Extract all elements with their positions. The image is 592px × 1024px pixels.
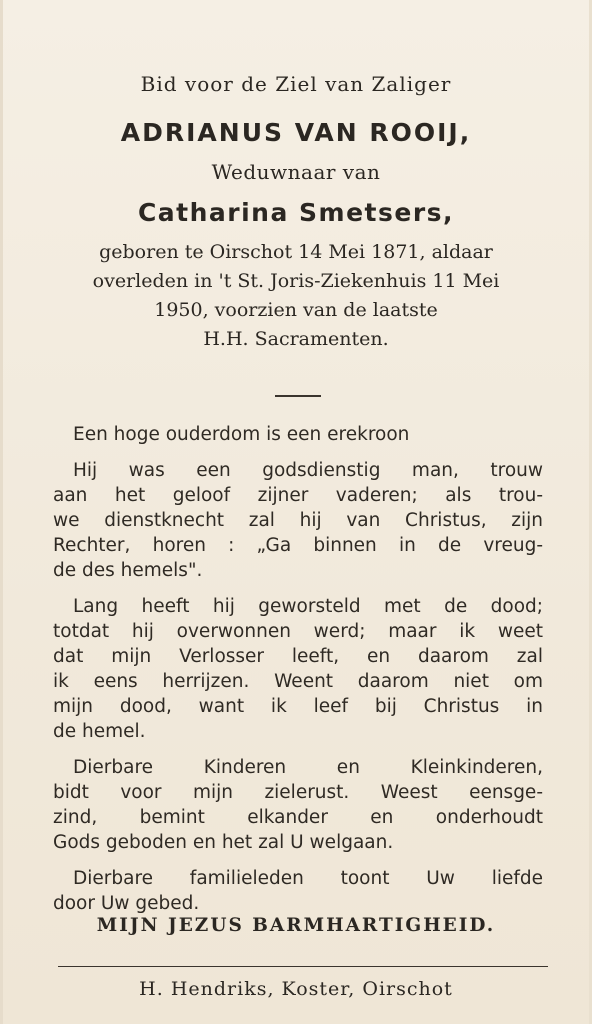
memorial-text: [53, 422, 543, 927]
life-dates: [3, 238, 589, 354]
paragraph-family: [53, 866, 543, 916]
text-line: we dienstknecht zal hij van Christus, zijn: [53, 510, 543, 531]
text-line: Rechter, horen : „Ga binnen in de vreug-: [53, 535, 543, 556]
text-line: Gods geboden en het zal U welgaan.: [53, 832, 394, 853]
paragraph-struggle: [53, 594, 543, 744]
text-line: Dierbare familieleden toont Uw liefde: [73, 868, 543, 889]
text-line: aan het geloof zijner vaderen; als trou-: [53, 485, 543, 506]
text-line: Hij was een godsdienstig man, trouw: [73, 460, 543, 481]
text-line: Lang heeft hij geworsteld met de dood;: [73, 596, 543, 617]
text-line: ik eens herrijzen. Weent daarom niet om: [53, 671, 543, 692]
intro-line: Bid voor de Ziel van Zaliger: [140, 72, 452, 96]
text-line: mijn dood, want ik leef bij Christus in: [53, 696, 543, 717]
widow-line: Weduwnaar van: [211, 160, 381, 184]
paragraph-children: [53, 755, 543, 855]
text-line: totdat hij overwonnen werd; maar ik weet: [53, 621, 543, 642]
dates-line: geboren te Oirschot 14 Mei 1871, aldaar: [99, 241, 493, 263]
text-line: Een hoge ouderdom is een erekroon: [73, 424, 410, 445]
closing-prayer: MIJN JEZUS BARMHARTIGHEID.: [96, 915, 496, 936]
deceased-name: ADRIANUS VAN ROOIJ,: [120, 118, 472, 147]
spouse-name: Catharina Smetsers,: [137, 198, 455, 227]
text-line: door Uw gebed.: [53, 893, 200, 914]
dates-line: overleden in 't St. Joris-Ziekenhuis 11 Mei: [92, 270, 500, 292]
footer-rule: [58, 966, 548, 967]
dates-line: 1950, voorzien van de laatste: [154, 299, 438, 321]
text-line: bidt voor mijn zielerust. Weest eensge-: [53, 782, 543, 803]
text-line: dat mijn Verlosser leeft, en daarom zal: [53, 646, 543, 667]
text-line: de hemel.: [53, 721, 146, 742]
dates-line: H.H. Sacramenten.: [203, 328, 389, 350]
card-header: [3, 70, 589, 354]
text-line: zind, bemint elkander en onderhoudt: [53, 807, 543, 828]
paragraph-faith: [53, 458, 543, 583]
printer-credit: H. Hendriks, Koster, Oirschot: [139, 978, 453, 1000]
text-line: de des hemels".: [53, 560, 203, 581]
short-divider: [275, 395, 321, 397]
paragraph-proverb: [53, 422, 543, 447]
text-line: Dierbare Kinderen en Kleinkinderen,: [73, 757, 543, 778]
